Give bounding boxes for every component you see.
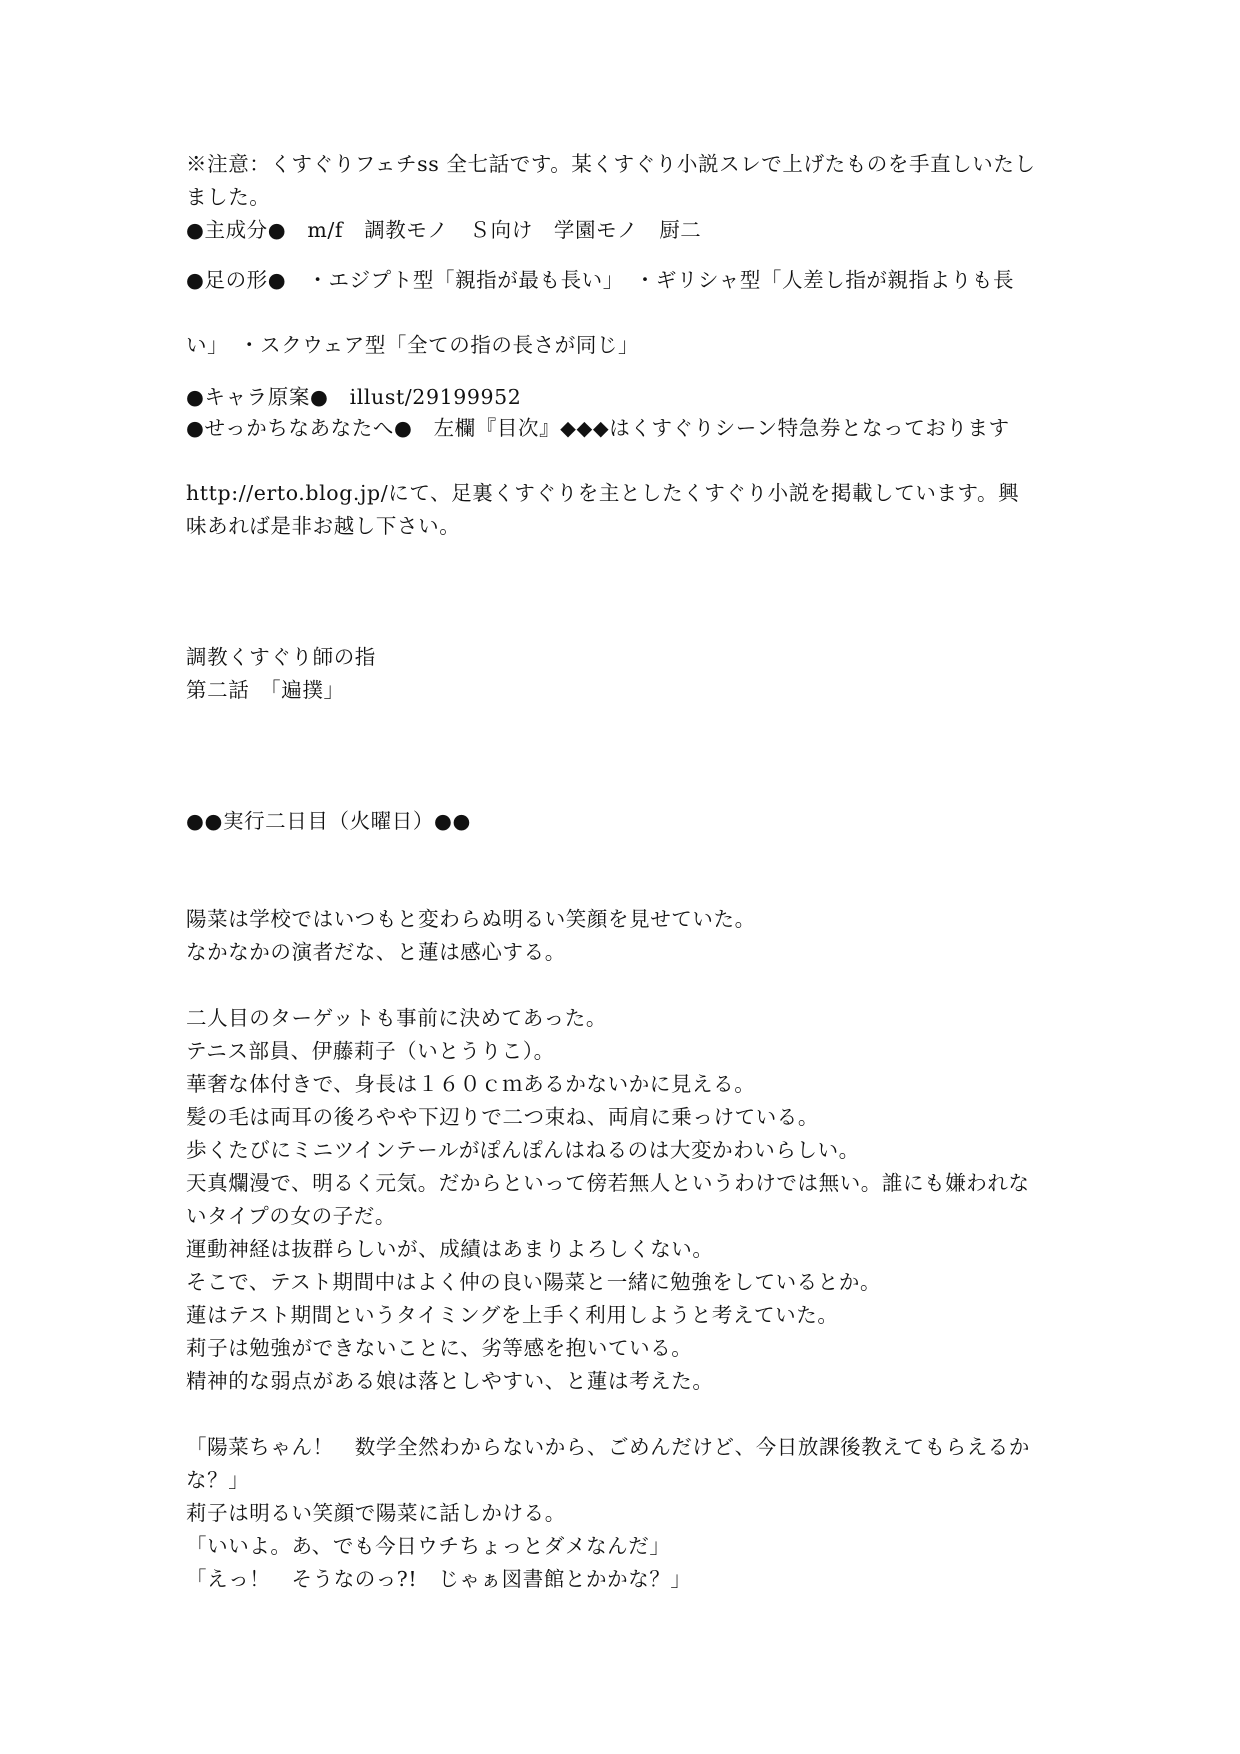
foot-shape-line-2: い」 ・スクウェア型「全ての指の長さが同じ」 — [186, 333, 640, 357]
notice-line-2: ました。 — [186, 185, 271, 209]
body-line: 華奢な体付きで、身長は１６０ｃｍあるかないかに見える。 — [186, 1072, 756, 1096]
notice-line-1: ※注意：くすぐりフェチss 全七話です。某くすぐり小説スレで上げたものを手直しいたし — [186, 152, 1036, 176]
blog-notice-line-1: http://erto.blog.jp/にて、足裏くすぐりを主としたくすぐり小説を掲載しています。興 — [186, 481, 1020, 505]
body-line: なかなかの演者だな、と蓮は感心する。 — [186, 940, 566, 964]
main-ingredients-line: ●主成分● m/f 調教モノ Ｓ向け 学園モノ 厨二 — [186, 218, 702, 242]
body-line: いタイプの女の子だ。 — [186, 1204, 396, 1228]
body-line: 莉子は明るい笑顔で陽菜に話しかける。 — [186, 1501, 566, 1525]
episode-title: 第二話 「遍撲」 — [186, 678, 345, 702]
body-line: な？」 — [186, 1468, 250, 1492]
character-design-line: ●キャラ原案● illust/29199952 — [186, 385, 522, 409]
body-line: 「いいよ。あ、でも今日ウチちょっとダメなんだ」 — [186, 1534, 671, 1558]
section-heading: ●●実行二日目（火曜日）●● — [186, 809, 471, 833]
for-impatient-line: ●せっかちなあなたへ● 左欄『目次』◆◆◆はくすぐりシーン特急券となっております — [186, 416, 1010, 440]
body-line: 髪の毛は両耳の後ろやや下辺りで二つ束ね、両肩に乗っけている。 — [186, 1105, 819, 1129]
body-line: テニス部員、伊藤莉子（いとうりこ）。 — [186, 1039, 555, 1063]
body-line: 莉子は勉強ができないことに、劣等感を抱いている。 — [186, 1336, 693, 1360]
body-line: 「えっ！ そうなのっ?! じゃぁ図書館とかかな？」 — [186, 1567, 692, 1591]
body-line: 天真爛漫で、明るく元気。だからといって傍若無人というわけでは無い。誰にも嫌われな — [186, 1171, 1030, 1195]
body-line: 二人目のターゲットも事前に決めてあった。 — [186, 1006, 607, 1030]
story-title: 調教くすぐり師の指 — [186, 645, 376, 669]
body-line: そこで、テスト期間中はよく仲の良い陽菜と一緒に勉強をしているとか。 — [186, 1270, 882, 1294]
blog-notice-line-2: 味あれば是非お越し下さい。 — [186, 514, 461, 538]
body-line: 精神的な弱点がある娘は落としやすい、と蓮は考えた。 — [186, 1369, 714, 1393]
body-line: 陽菜は学校ではいつもと変わらぬ明るい笑顔を見せていた。 — [186, 907, 756, 931]
body-line: 歩くたびにミニツインテールがぽんぽんはねるのは大変かわいらしい。 — [186, 1138, 860, 1162]
foot-shape-line-1: ●足の形● ・エジプト型「親指が最も長い」 ・ギリシャ型「人差し指が親指よりも長 — [186, 268, 1015, 292]
body-line: 「陽菜ちゃん！ 数学全然わからないから、ごめんだけど、今日放課後教えてもらえるか — [186, 1435, 1030, 1459]
body-line: 運動神経は抜群らしいが、成績はあまりよろしくない。 — [186, 1237, 714, 1261]
body-line: 蓮はテスト期間というタイミングを上手く利用しようと考えていた。 — [186, 1303, 839, 1327]
